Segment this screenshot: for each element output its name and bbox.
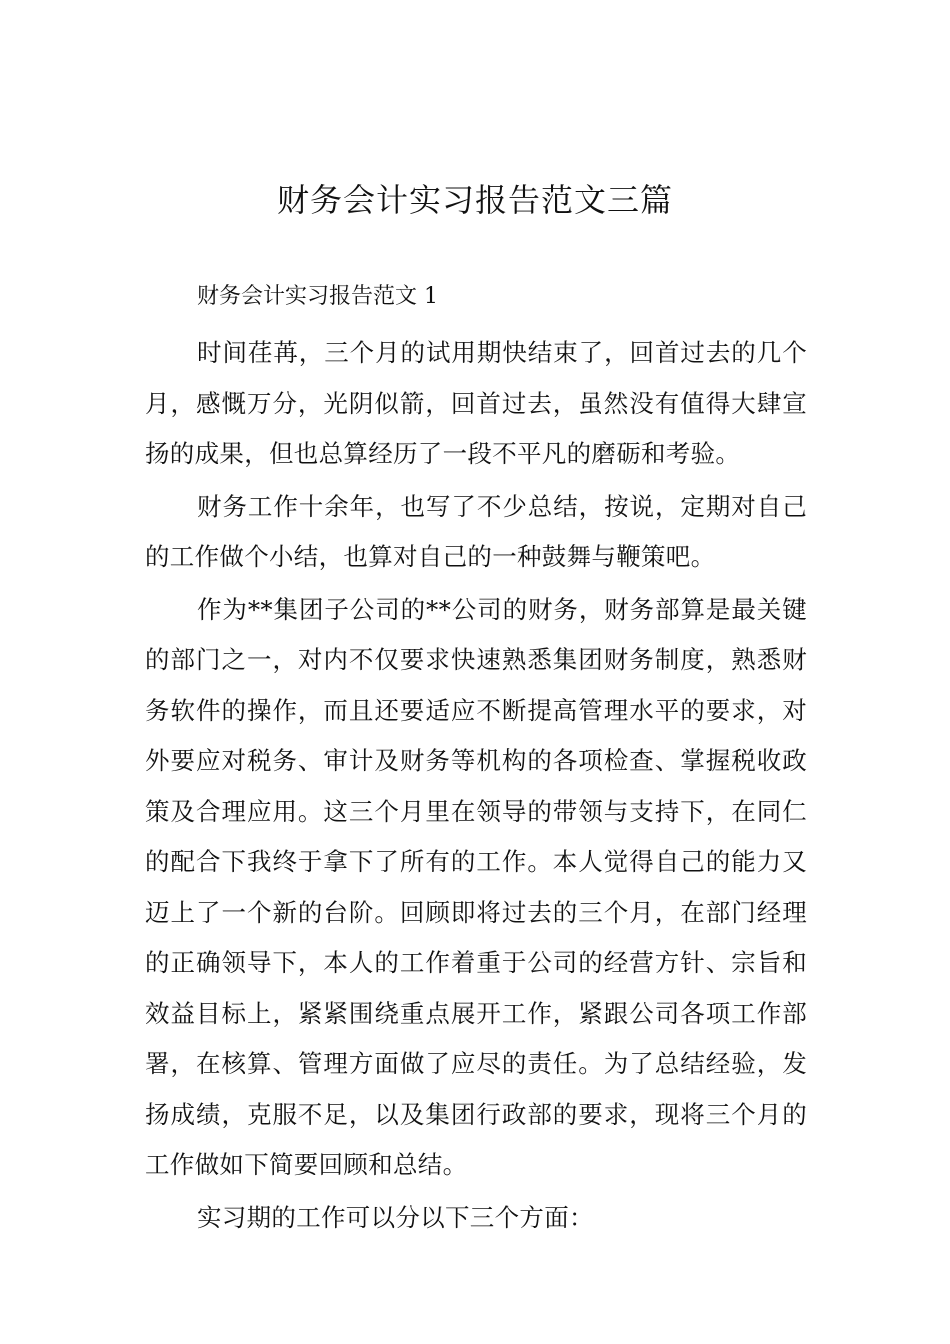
paragraph-1: 时间荏苒，三个月的试用期快结束了，回首过去的几个月，感慨万分，光阴似箭，回首过去，虽然没有值得大肆宣扬的成果，但也总算经历了一段不平凡的磨砺和考验。 [145, 338, 807, 468]
paragraph-2: 财务工作十余年，也写了不少总结，按说，定期对自己的工作做个小结，也算对自己的一种鼓舞与鞭策吧。 [145, 491, 807, 571]
paragraph-3: 作为**集团子公司的**公司的财务，财务部算是最关键的部门之一，对内不仅要求快速熟悉集团财务制度，熟悉财务软件的操作，而且还要适应不断提高管理水平的要求，对外要应对税务、审计及财务等机构的各项检查、掌握税收政策及合理应用。这三个月里在领导的带领与支持下，在同仁的配合下我终于拿下了所有的工作。本人觉得自己的能力又迈上了一个新的台阶。回顾即将过去的三个月，在部门经理的正确领导下，本人的工作着重于公司的经营方针、宗旨和效益目标上，紧紧围绕重点展开工作，紧跟公司各项工作部署，在核算、管理方面做了应尽的责任。为了总结经验，发扬成绩，克服不足，以及集团行政部的要求，现将三个月的工作做如下简要回顾和总结。 [145, 594, 807, 1179]
paragraph-4: 实习期的工作可以分以下三个方面： [197, 1202, 594, 1232]
document-body [145, 276, 807, 1245]
section-heading: 财务会计实习报告范文 1 [197, 284, 438, 309]
document-title: 财务会计实习报告范文三篇 [276, 181, 673, 219]
